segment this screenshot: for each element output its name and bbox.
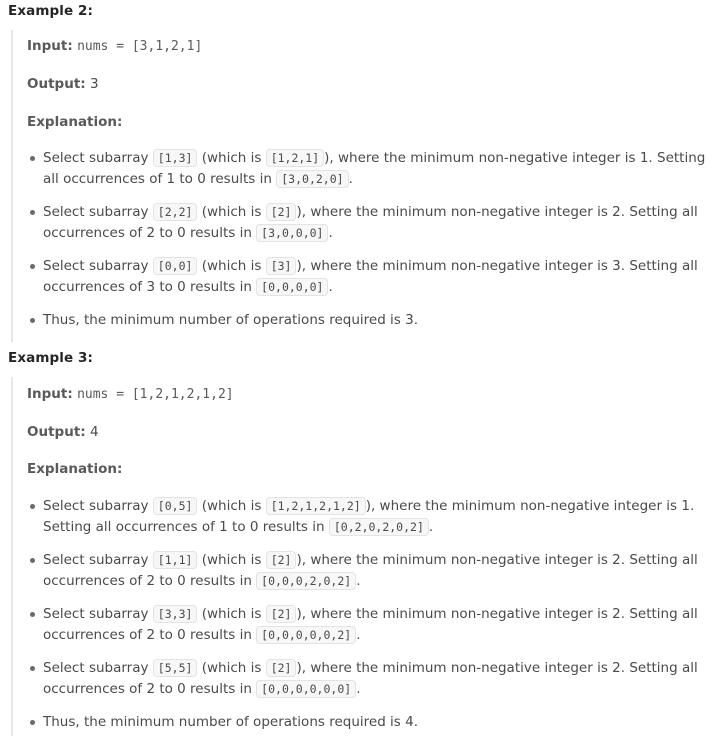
code-subarray: [3] [266,257,297,275]
example-2-input [27,38,202,54]
code-range: [1,3] [153,149,198,167]
code-range: [0,5] [153,497,198,515]
code-subarray: [1,2,1] [266,149,324,167]
code-subarray: [2] [266,203,297,221]
example-2-title: Example 2: [8,3,94,19]
example-3-explanation [27,461,122,477]
code-subarray: [2] [266,659,297,677]
code-result: [0,0,0,0] [256,278,328,296]
bullet-icon [30,558,35,563]
output-label: Output: [27,76,86,92]
bullet-icon [30,156,35,161]
code-subarray: [2] [266,551,297,569]
code-result: [0,0,0,0,0,2] [256,626,356,644]
example-3-input [27,386,234,402]
output-label: Output: [27,424,86,440]
input-value: nums = [1,2,1,2,1,2] [77,387,234,402]
code-result: [3,0,0,0] [256,224,328,242]
input-label: Input: [27,386,73,402]
example-3-block: Input: nums = [1,2,1,2,1,2] Output: 4 Explanation: Select subarray [0,5] (which is [1,2,1,2,1,2] ), where the minimum non-negative integer is 1. Setting all occurrences of 1 to 0 results in [0,2,0,2,0,2] . Select subarray [1,1] (which is [2] ), where the minimum non-negative integer is 2. Setting all occurrences of 2 to 0 results in [0,0,0,2,0,2] . Select subarray [3,3] (which is [2] ), where the minimum non-negative integer is 2. Setting all occurrences of 2 to 0 results in [0,0,0,0,0,2] . Select subarray [5,5] (which is [2] ), where the minimum non-negative integer is 2. Setting all occurrences of 2 to 0 results in [0,0,0,0,0,0] . Thus, the minimum number of operations required is 4. [11,377,719,736]
bullet-icon [30,210,35,215]
code-subarray: [2] [266,605,297,623]
explanation-label: Explanation: [27,461,123,477]
bullet-icon [30,504,35,509]
code-result: [0,2,0,2,0,2] [329,518,429,536]
example-2-explanation [27,114,122,130]
bullet-icon [30,720,35,725]
code-range: [3,3] [153,605,198,623]
output-value: 4 [89,424,99,440]
conclusion-text: Thus, the minimum number of operations required is 4. [43,714,419,730]
bullet-icon [30,666,35,671]
code-range: [2,2] [153,203,198,221]
example-2-block: Input: nums = [3,1,2,1] Output: 3 Explanation: Select subarray [1,3] (which is [1,2,1] ), where the minimum non-negative integer is 1. Setting all occurrences of 1 to 0 results in [3,0,2,0] . Select subarray [2,2] (which is [2] ), where the minimum non-negative integer is 2. Setting all occurrences of 2 to 0 results in [3,0,0,0] . Select subarray [0,0] (which is [3] ), where the minimum non-negative integer is 3. Setting all occurrences of 3 to 0 results in [0,0,0,0] . Thus, the minimum number of operations required is 3. [11,30,719,342]
example-3-output [27,424,99,440]
output-value: 3 [89,76,99,92]
example-2-output [27,76,99,92]
explanation-label: Explanation: [27,114,123,130]
bullet-icon [30,318,35,323]
code-subarray: [1,2,1,2,1,2] [266,497,366,515]
code-range: [0,0] [153,257,198,275]
example-3-title: Example 3: [8,350,94,366]
bullet-icon [30,612,35,617]
input-label: Input: [27,38,73,54]
code-result: [0,0,0,2,0,2] [256,572,356,590]
bullet-icon [30,264,35,269]
code-range: [5,5] [153,659,198,677]
code-result: [0,0,0,0,0,0] [256,680,356,698]
code-result: [3,0,2,0] [276,170,348,188]
input-value: nums = [3,1,2,1] [77,39,203,54]
conclusion-text: Thus, the minimum number of operations required is 3. [43,312,419,328]
code-range: [1,1] [153,551,198,569]
